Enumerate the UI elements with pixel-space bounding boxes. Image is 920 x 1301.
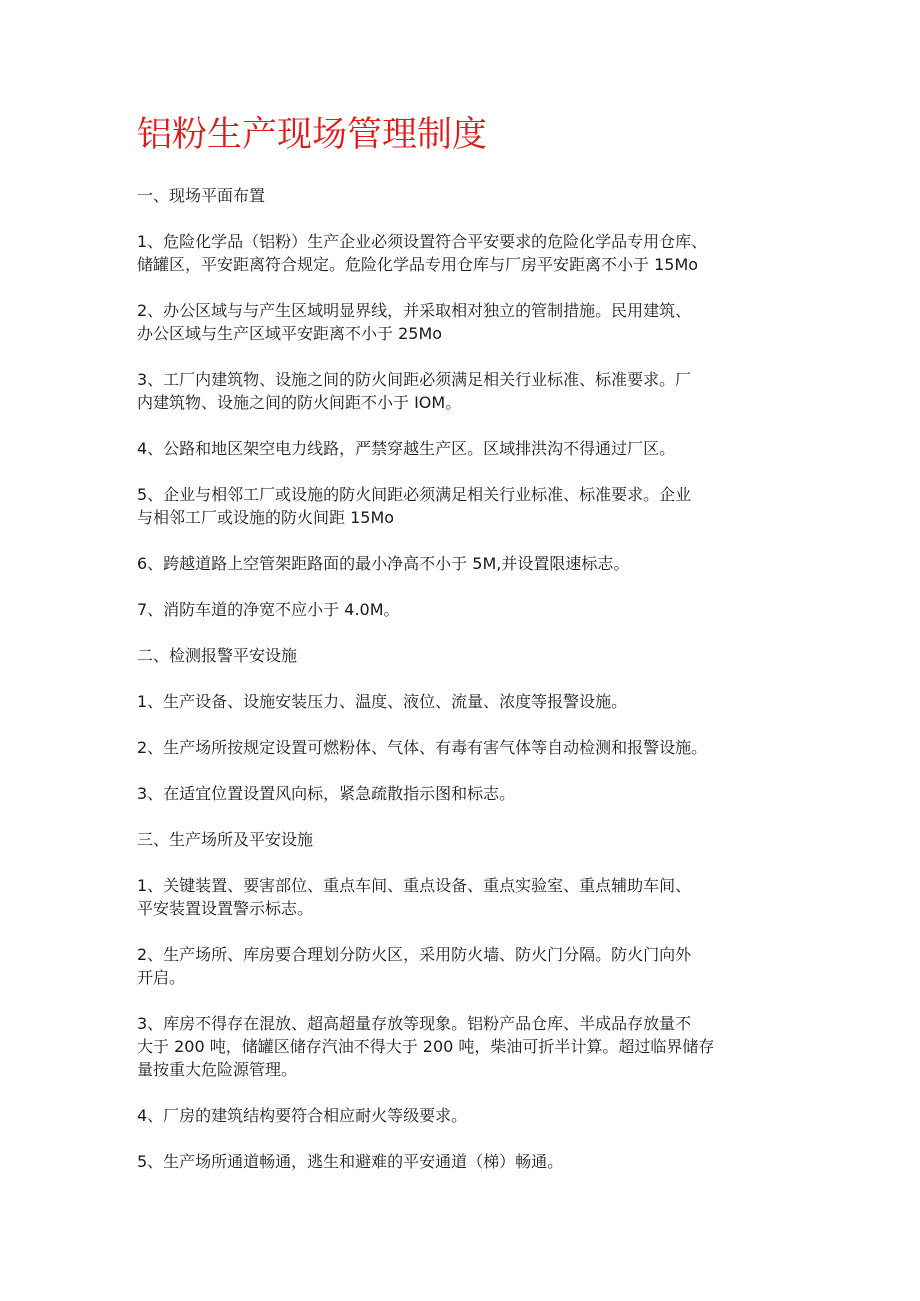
paragraph: 4、厂房的建筑结构要符合相应耐火等级要求。 [137,1106,468,1125]
document-page [137,110,802,1196]
paragraph: 3、在适宜位置设置风向标，紧急疏散指示图和标志。 [137,784,516,803]
paragraph: 1、生产设备、设施安装压力、温度、液位、流量、浓度等报警设施。 [137,692,628,711]
paragraph: 2、生产场所、库房要合理划分防火区，采用防火墙、防火门分隔。防火门向外 开启。 [137,945,692,987]
section-heading-3: 三、生产场所及平安设施 [137,830,314,849]
paragraph: 7、消防车道的净宽不应小于 4.0M。 [137,600,400,619]
paragraph: 1、关键装置、要害部位、重点车间、重点设备、重点实验室、重点辅助车间、 平安装置设置警示标志。 [137,876,692,918]
section-heading-1: 一、现场平面布置 [137,186,266,205]
paragraph: 3、工厂内建筑物、设施之间的防火间距必须满足相关行业标准、标准要求。厂 内建筑物、设施之间的防火间距不小于 IOM。 [137,370,692,412]
section-heading-2: 二、检测报警平安设施 [137,646,298,665]
document-title: 铝粉生产现场管理制度 [137,115,488,155]
paragraph: 6、跨越道路上空管架距路面的最小净高不小于 5M,并设置限速标志。 [137,554,630,573]
paragraph: 5、生产场所通道畅通，逃生和避难的平安通道（梯）畅通。 [137,1152,564,1171]
paragraph: 1、危险化学品（铝粉）生产企业必须设置符合平安要求的危险化学品专用仓库、 储罐区，平安距离符合规定。危险化学品专用仓库与厂房平安距离不小于 15Mo [137,232,708,274]
paragraph: 2、生产场所按规定设置可燃粉体、气体、有毒有害气体等自动检测和报警设施。 [137,738,708,757]
paragraph: 3、库房不得存在混放、超高超量存放等现象。铝粉产品仓库、半成品存放量不 大于 200 吨，储罐区储存汽油不得大于 200 吨，柴油可折半计算。超过临界储存 量按重大危险源管理。 [137,1014,715,1079]
paragraph: 4、公路和地区架空电力线路，严禁穿越生产区。区域排洪沟不得通过厂区。 [137,439,676,458]
paragraph: 2、办公区域与与产生区域明显界线，并采取相对独立的管制措施。民用建筑、 办公区域与生产区域平安距离不小于 25Mo [137,301,692,343]
paragraph: 5、企业与相邻工厂或设施的防火间距必须满足相关行业标准、标准要求。企业 与相邻工厂或设施的防火间距 15Mo [137,485,692,527]
